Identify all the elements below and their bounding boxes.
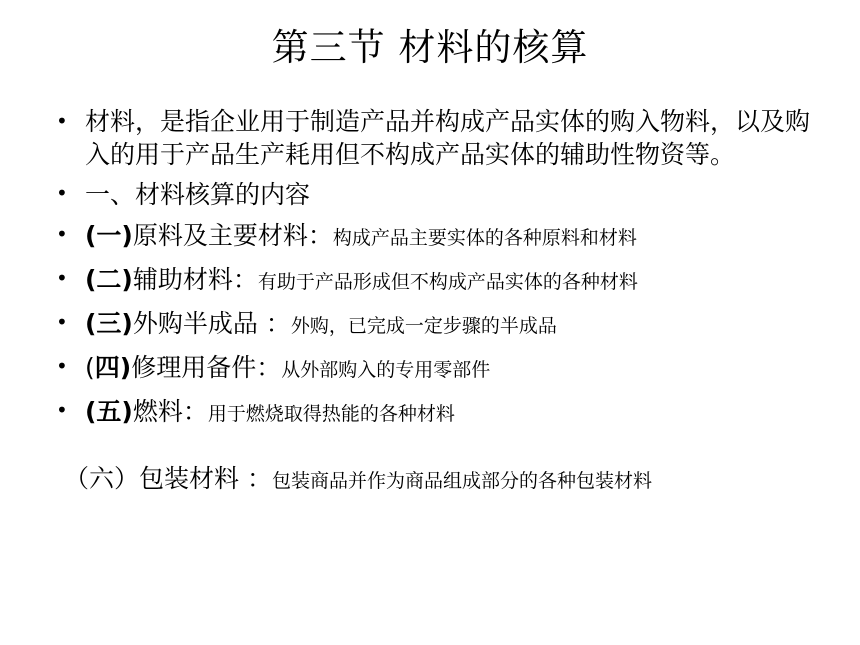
item-number: (五) — [85, 397, 133, 426]
bullet-icon: • — [56, 354, 68, 378]
bullet-icon: • — [56, 222, 68, 246]
item-description: 包装商品并作为商品组成部分的各种包装材料 — [271, 470, 652, 492]
list-item — [56, 262, 826, 300]
bullet-list — [56, 105, 826, 438]
item-number: 四) — [94, 353, 132, 382]
list-item-intro — [56, 105, 826, 171]
item-term: 外购半成品 ： — [132, 309, 291, 338]
list-item-heading — [56, 177, 826, 212]
item-number: (二) — [85, 265, 133, 294]
item-description: 从外部购入的专用零部件 — [281, 359, 491, 381]
item-term: 辅助材料： — [132, 265, 258, 294]
item-description: 用于燃烧取得热能的各种材料 — [207, 403, 455, 425]
list-item — [56, 394, 826, 432]
item-number-open: ( — [85, 353, 95, 382]
bullet-icon: • — [56, 398, 68, 422]
slide-title: 第三节 材料的核算 — [271, 26, 589, 69]
bullet-icon: • — [56, 266, 68, 290]
item-term: 原料及主要材料： — [132, 221, 333, 250]
item-number: (一) — [85, 221, 133, 250]
item-term: 包装材料 ： — [139, 464, 272, 493]
list-item — [56, 350, 826, 388]
section-heading: 一、材料核算的内容 — [85, 180, 311, 209]
item-description: 有助于产品形成但不构成产品实体的各种材料 — [257, 271, 638, 293]
item-term: 燃料： — [132, 397, 208, 426]
item-number: (三) — [85, 309, 133, 338]
list-item — [56, 306, 826, 344]
item-term: 修理用备件： — [131, 353, 282, 382]
item-number: （六） — [64, 464, 140, 493]
bullet-icon: • — [56, 109, 68, 133]
item-description: 构成产品主要实体的各种原料和材料 — [332, 227, 637, 249]
item-description: 外购，已完成一定步骤的半成品 — [290, 315, 557, 337]
bullet-icon: • — [56, 310, 68, 334]
bullet-icon: • — [56, 181, 68, 205]
list-item-last — [64, 461, 844, 499]
intro-text: 材料，是指企业用于制造产品并构成产品实体的购入物料，以及购入的用于产品生产耗用但不构成产品实体的辅助性物资等。 — [85, 107, 811, 169]
list-item — [56, 218, 826, 256]
